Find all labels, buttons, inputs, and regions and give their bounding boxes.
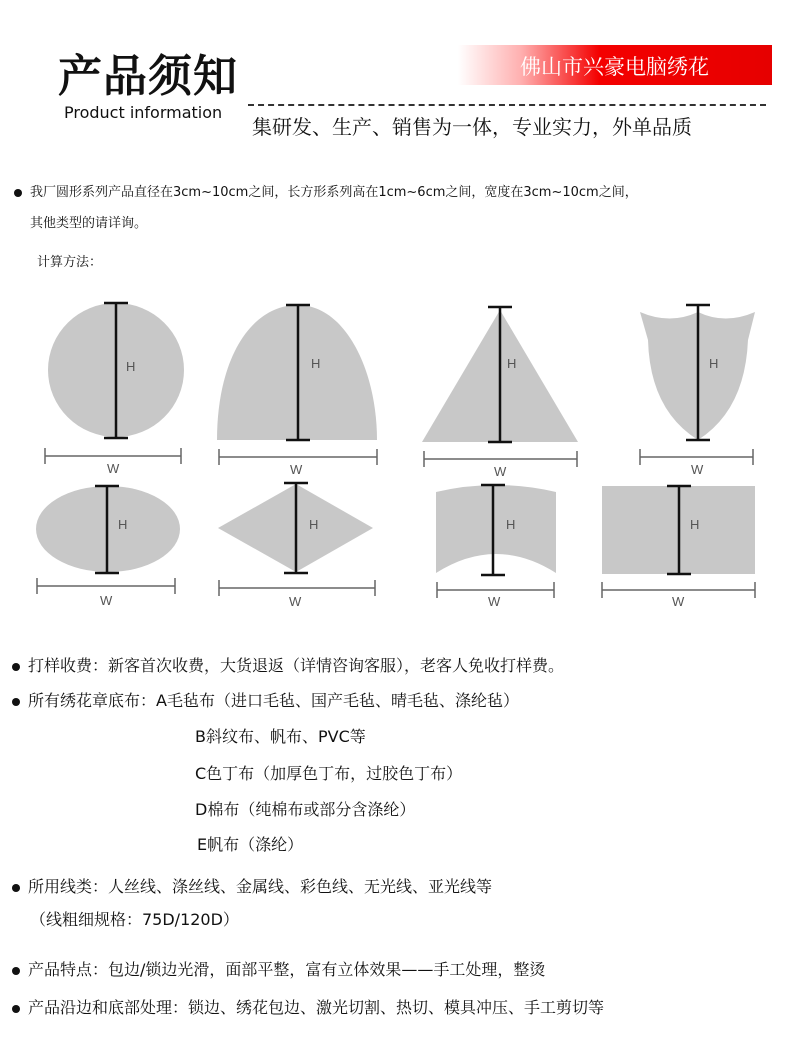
threads-item: 所用线类：人丝线、涤丝线、金属线、彩色线、无光线、亚光线等 bbox=[12, 874, 492, 897]
features-item: 产品特点：包边/锁边光滑，面部平整，富有立体效果——手工处理，整烫 bbox=[12, 957, 545, 980]
w-label: W bbox=[107, 461, 120, 476]
page-title: 产品须知 bbox=[58, 51, 238, 102]
slogan: 集研发、生产、销售为一体，专业实力，外单品质 bbox=[252, 115, 692, 139]
h-label: H bbox=[709, 356, 719, 371]
arch-shape bbox=[436, 485, 556, 573]
fabric-option: D棉布（纯棉布或部分含涤纶） bbox=[195, 800, 416, 819]
w-label: W bbox=[289, 594, 302, 609]
h-label: H bbox=[690, 517, 700, 532]
bullet-icon bbox=[12, 663, 20, 671]
h-label: H bbox=[126, 359, 136, 374]
w-label: W bbox=[672, 594, 685, 609]
subtitle-en: Product information bbox=[64, 103, 223, 122]
h-label: H bbox=[309, 517, 319, 532]
w-label: W bbox=[691, 462, 704, 477]
bullet-icon bbox=[12, 884, 20, 892]
brand-name: 佛山市兴豪电脑绣花 bbox=[520, 55, 709, 79]
w-label: W bbox=[494, 464, 507, 479]
w-label: W bbox=[100, 593, 113, 608]
fabric-option: C色丁布（加厚色丁布，过胶色丁布） bbox=[195, 764, 463, 783]
fabric-option: B斜纹布、帆布、PVC等 bbox=[195, 727, 366, 746]
thread-spec: （线粗细规格：75D/120D） bbox=[30, 910, 239, 929]
h-label: H bbox=[118, 517, 128, 532]
h-label: H bbox=[507, 356, 517, 371]
h-label: H bbox=[506, 517, 516, 532]
bullet-icon bbox=[12, 967, 20, 975]
bullet-icon bbox=[12, 1005, 20, 1013]
w-label: W bbox=[290, 462, 303, 477]
sample-fee-item: 打样收费：新客首次收费，大货退返（详情咨询客服），老客人免收打样费。 bbox=[12, 653, 564, 676]
fabric-option: E帆布（涤纶） bbox=[197, 835, 304, 854]
w-label: W bbox=[488, 594, 501, 609]
h-label: H bbox=[311, 356, 321, 371]
edge-processing-item: 产品沿边和底部处理：锁边、绣花包边、激光切割、热切、模具冲压、手工剪切等 bbox=[12, 995, 604, 1018]
size-note-line1: 我厂圆形系列产品直径在3cm~10cm之间，长方形系列高在1cm~6cm之间，宽度在3cm~10cm之间， bbox=[14, 181, 638, 200]
bullet-icon bbox=[12, 698, 20, 706]
fabric-item: 所有绣花章底布：A毛毡布（进口毛毡、国产毛毡、晴毛毡、涤纶毡） bbox=[12, 688, 519, 711]
size-note-line2: 其他类型的请详询。 bbox=[30, 216, 148, 231]
method-label: 计算方法： bbox=[37, 255, 103, 270]
